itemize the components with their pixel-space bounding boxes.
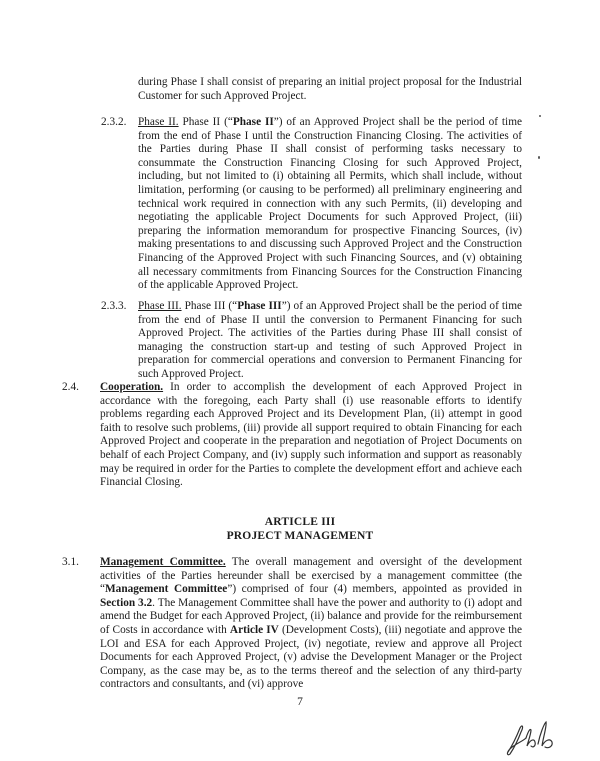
- defined-term-management-committee: Management Committee: [105, 583, 228, 596]
- scan-speck: [538, 156, 540, 159]
- section-2-3-3-title: Phase III.: [138, 300, 182, 312]
- section-2-3-2-paragraph: Phase II. Phase II (“Phase II”) of an Approved Project shall be the period of time from the end of Phase I until the Construction Financing Closing. The activities of the Parties during Phase II shall consist of performing tasks necessary to consummate the Construction Financing Closing for such Approved Project, including, but not limited to (i) obtaining all Permits, which shall include, without limitation, performing (or causing to be performed) all preliminary engineering and technical work required in connection with any such Permits, (ii) developing and negotiating the applicable Project Documents for such Approved Project, (iii) preparing the information memorandum for prospective Financing Sources, (iv) making presentations to and discussing such Approved Project and the Construction Financing of the Approved Project with such Financing Sources, and (v) obtaining all necessary commitments from Financing Sources for the Construction Financing of the applicable Approved Project.: [138, 116, 522, 292]
- section-3-1-paragraph: Management Committee. The overall management and oversight of the development activities of the Parties hereunder shall be exercised by a management committee (the “Management Committee”) comprised of four (4) members, appointed as provided in Section 3.2. The Management Committee shall have the power and authority to (i) adopt and amend the Budget for each Approved Project, (ii) balance and provide for the reimbursement of Costs in accordance with Article IV (Development Costs), (iii) negotiate and approve the LOI and ESA for each Approved Project, (iv) negotiate, review and approve all Project Documents for each Approved Project, (v) advise the Development Manager or the Project Company, as the case may be, as to the terms thereof and the selection of any third-party contractors and consultants, and (vi) approve: [100, 556, 523, 691]
- section-2-4-title: Cooperation.: [100, 381, 164, 393]
- section-3-2-reference: Section 3.2: [100, 596, 153, 609]
- section-number-2-3-3: 2.3.3.: [101, 300, 127, 312]
- article-iv-reference: Article IV: [229, 623, 279, 636]
- phase-i-continuation-paragraph: during Phase I shall consist of preparing an initial project proposal for the Industrial Customer for such Approved Project.: [138, 76, 522, 102]
- handwritten-initials-signature: [500, 718, 572, 758]
- section-2-3-3-paragraph: Phase III. Phase III (“Phase III”) of an Approved Project shall be the period of time from the end of Phase II until the conversion to Permanent Financing for such Approved Project. The activities of the Parties during Phase III shall consist of managing the construction start-up and testing of such Approved Project in preparation for commercial operations and conversion to Permanent Financing for such Approved Project.: [138, 300, 522, 380]
- section-number-2-4: 2.4.: [62, 381, 79, 393]
- section-3-1-title: Management Committee.: [100, 556, 226, 568]
- defined-term-phase-ii: Phase II: [232, 116, 274, 128]
- defined-term-phase-iii: Phase III: [237, 300, 282, 312]
- article-number-heading: ARTICLE III: [264, 516, 336, 528]
- section-number-3-1: 3.1.: [62, 556, 79, 568]
- page-number: 7: [297, 696, 303, 708]
- article-title-heading: PROJECT MANAGEMENT: [226, 530, 374, 542]
- scan-speck: [539, 115, 541, 117]
- section-number-2-3-2: 2.3.2.: [101, 116, 127, 128]
- section-2-3-2-title: Phase II.: [138, 116, 179, 128]
- section-2-4-paragraph: Cooperation. In order to accomplish the development of each Approved Project in accordance with the foregoing, each Party shall (i) use reasonable efforts to identify problems regarding each Approved Project and its Development Plan, (ii) attempt in good faith to resolve such problems, (iii) provide all support required to obtain Financing for each Approved Project and cooperate in the preparation and negotiation of Project Documents on behalf of each Project Company, and (iv) supply such information and support as reasonably may be required in order for the Parties to complete the development effort and achieve each Financial Closing.: [100, 381, 522, 489]
